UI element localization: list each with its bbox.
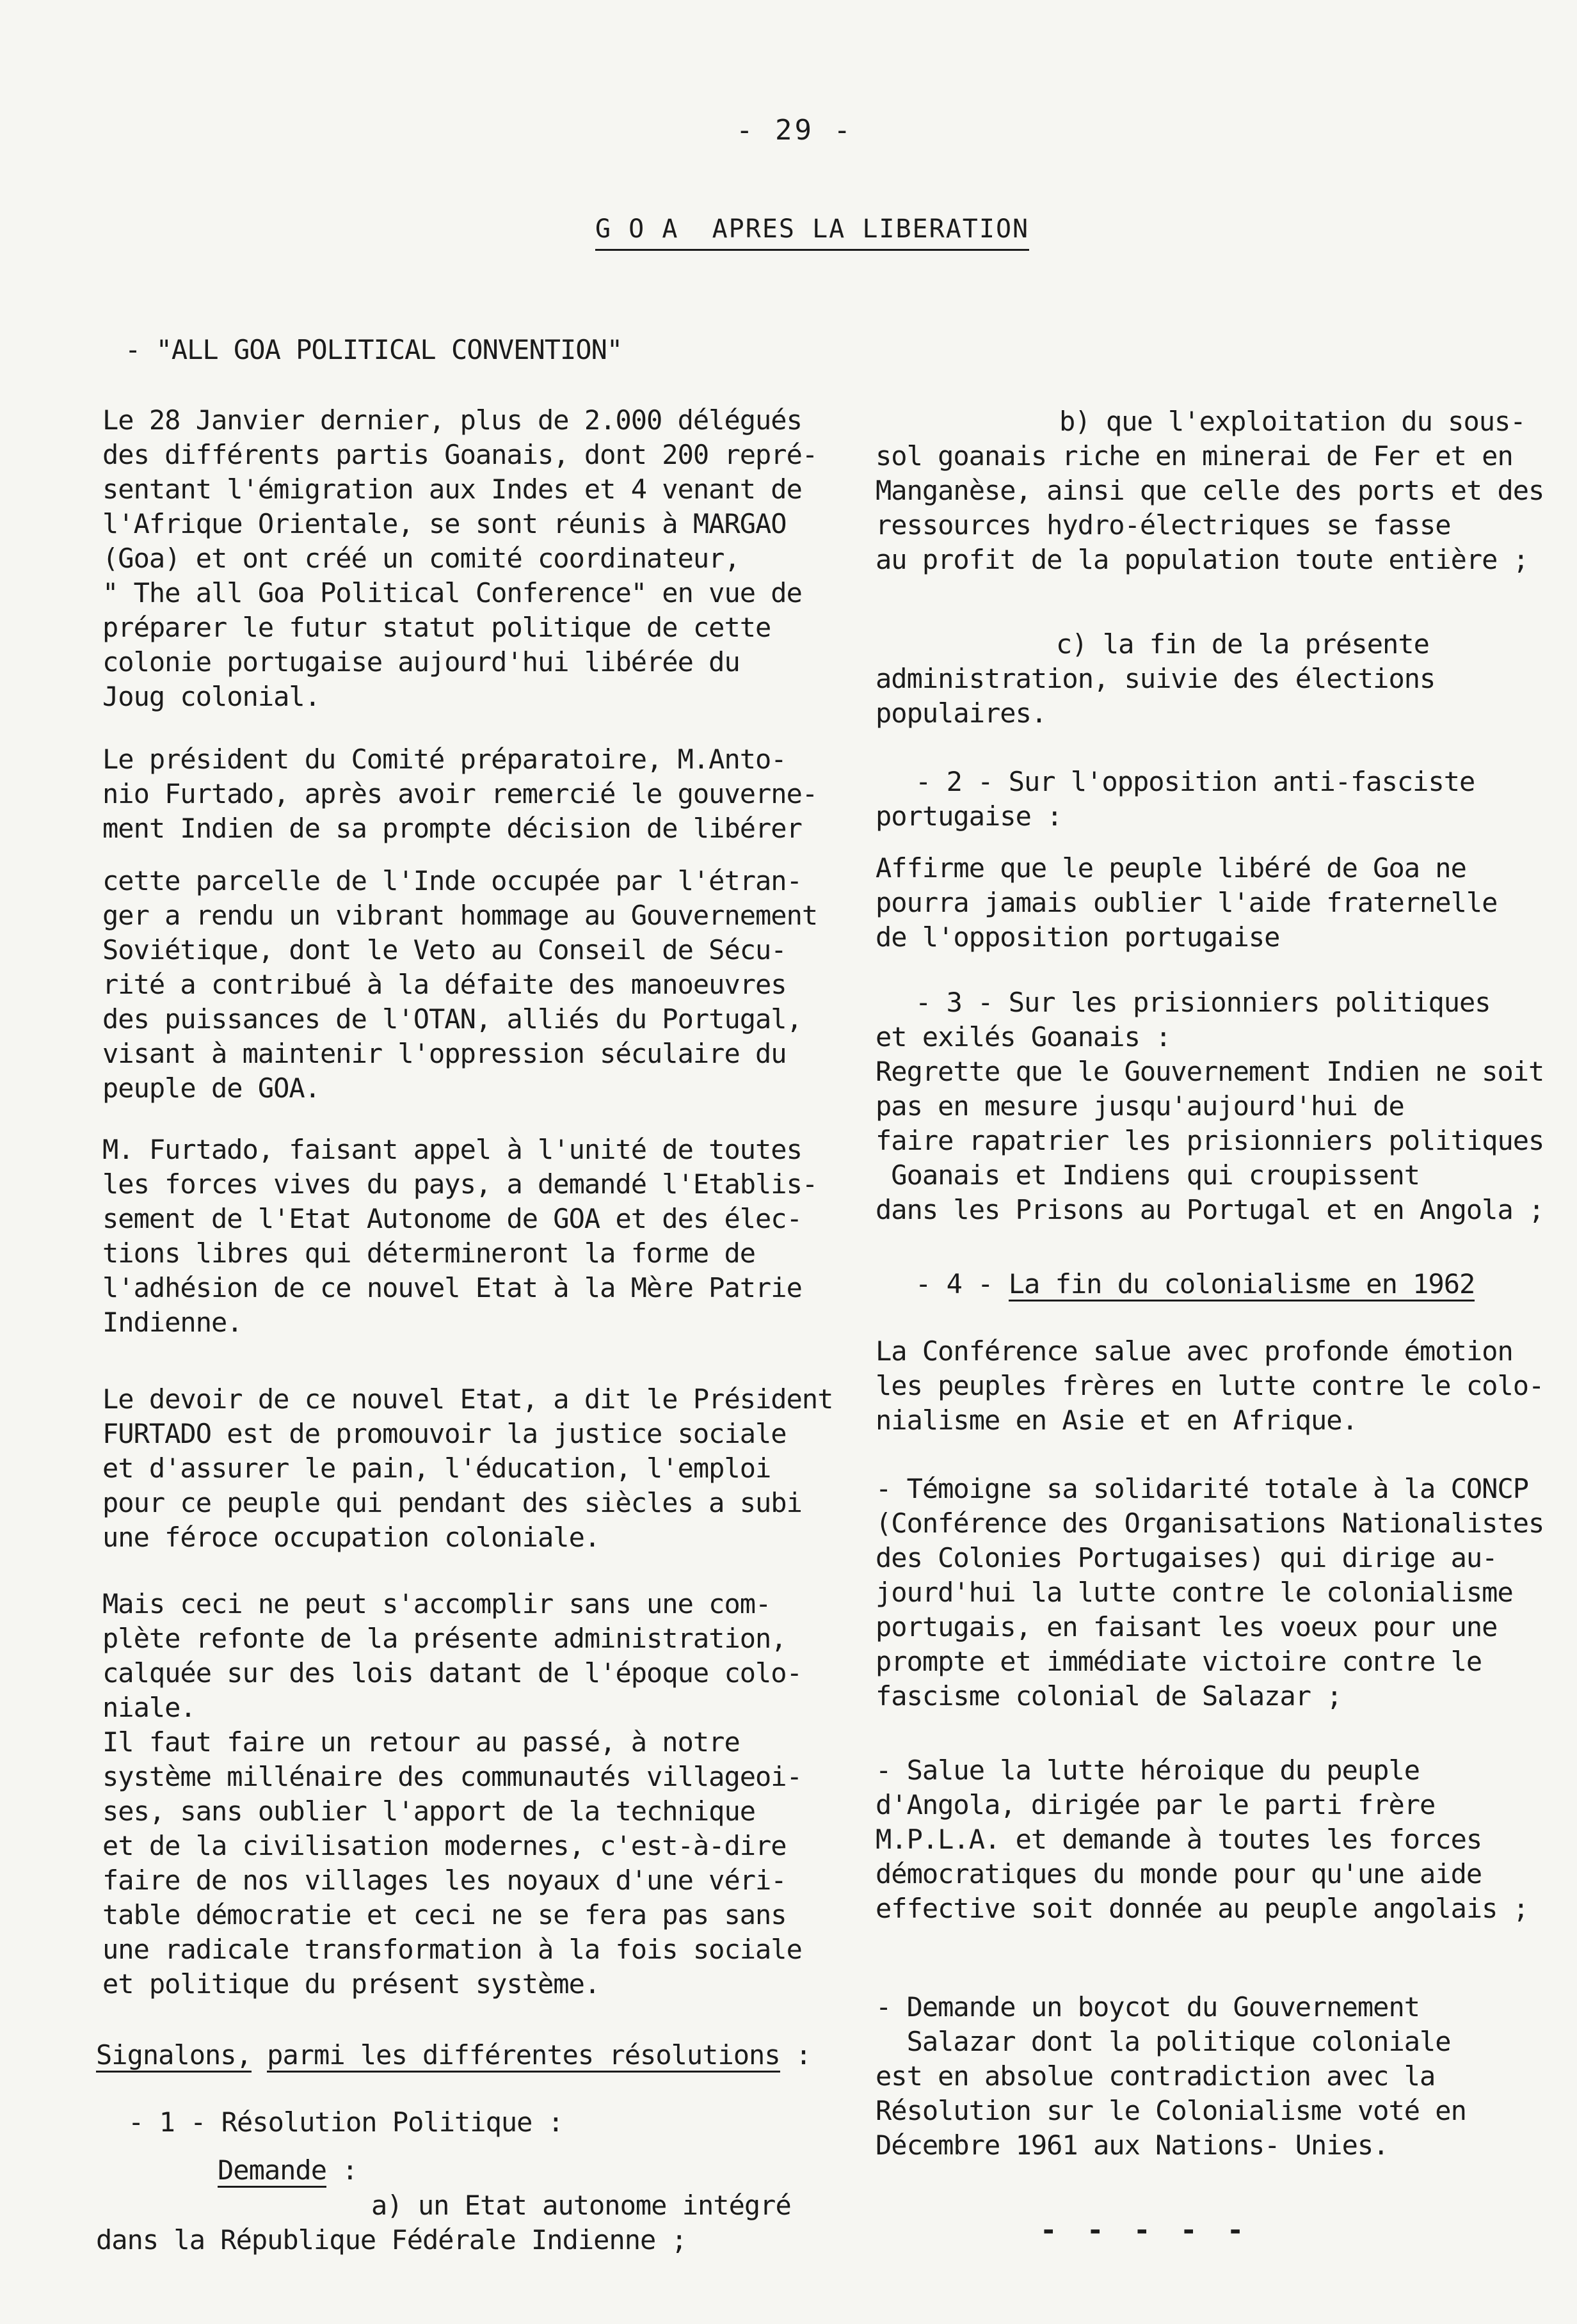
text-line: populaires. xyxy=(876,697,1047,729)
text-line: visant à maintenir l'oppression séculaire du xyxy=(102,1038,787,1069)
text-line: cette parcelle de l'Inde occupée par l'étran- xyxy=(102,865,802,896)
text-line: M. Furtado, faisant appel à l'unité de toutes xyxy=(102,1134,802,1165)
text-line: portugais, en faisant les voeux pour une xyxy=(876,1611,1498,1643)
left-paragraph-2 xyxy=(102,742,817,846)
text-line: Le président du Comité préparatoire, M.Anto- xyxy=(102,744,787,775)
text-line: ment Indien de sa prompte décision de libérer xyxy=(102,813,802,844)
signalons-colon: : xyxy=(780,2039,812,2071)
text-line: faire rapatrier les prisionniers politiques xyxy=(876,1125,1544,1156)
text-line: et de la civilisation modernes, c'est-à-dire xyxy=(102,1830,787,1861)
text-line: - Demande un boycot du Gouvernement xyxy=(876,1991,1420,2023)
boycott-paragraph xyxy=(876,1990,1466,2163)
text-line: sentant l'émigration aux Indes et 4 venant de xyxy=(102,474,802,505)
resolution-2-heading-cont: portugaise : xyxy=(876,800,1062,832)
text-line: Il faut faire un retour au passé, à notre xyxy=(102,1726,740,1758)
text-line: l'Afrique Orientale, se sont réunis à MARGAO xyxy=(102,508,787,539)
text-line: M.P.L.A. et demande à toutes les forces xyxy=(876,1824,1482,1855)
left-paragraph-2b xyxy=(102,864,817,1106)
text-line: démocratiques du monde pour qu'une aide xyxy=(876,1858,1482,1890)
text-line: de l'opposition portugaise xyxy=(876,921,1280,953)
text-line: d'Angola, dirigée par le parti frère xyxy=(876,1789,1436,1820)
text-line: colonie portugaise aujourd'hui libérée du xyxy=(102,646,740,678)
text-line: fascisme colonial de Salazar ; xyxy=(876,1680,1342,1712)
text-line: Manganèse, ainsi que celle des ports et des xyxy=(876,475,1544,506)
text-line: peuple de GOA. xyxy=(102,1072,321,1104)
text-line: Salazar dont la politique coloniale xyxy=(876,2026,1451,2057)
text-line: est en absolue contradiction avec la xyxy=(876,2060,1436,2092)
text-line: sol goanais riche en minerai de Fer et en xyxy=(876,440,1513,472)
text-line: Goanais et Indiens qui croupissent xyxy=(876,1159,1420,1191)
text-line: pas en mesure jusqu'aujourd'hui de xyxy=(876,1090,1404,1122)
text-line: (Goa) et ont créé un comité coordinateur, xyxy=(102,543,740,574)
text-line: au profit de la population toute entière ; xyxy=(876,544,1529,575)
temoigne-paragraph xyxy=(876,1472,1544,1714)
text-line: une radicale transformation à la fois sociale xyxy=(102,1934,802,1965)
resolution-4-heading xyxy=(915,1267,1475,1301)
section-heading: - "ALL GOA POLITICAL CONVENTION" xyxy=(125,334,623,365)
text-line: Mais ceci ne peut s'accomplir sans une com- xyxy=(102,1588,771,1620)
demande-line xyxy=(218,2153,358,2188)
text-line: (Conférence des Organisations Nationalistes xyxy=(876,1508,1544,1539)
item-c xyxy=(876,662,1435,731)
resolution-1-heading: - 1 - Résolution Politique : xyxy=(128,2106,564,2138)
text-line: table démocratie et ceci ne se fera pas sans xyxy=(102,1899,787,1930)
text-line: ger a rendu un vibrant hommage au Gouvernement xyxy=(102,900,818,931)
salue-paragraph xyxy=(876,1753,1528,1926)
text-line: préparer le futur statut politique de cette xyxy=(102,612,771,643)
text-line: Soviétique, dont le Veto au Conseil de Sécu- xyxy=(102,934,787,966)
text-line: " The all Goa Political Conference" en vue de xyxy=(102,577,802,609)
resolution-2-heading: - 2 - Sur l'opposition anti-fasciste xyxy=(915,766,1475,797)
text-line: rité a contribué à la défaite des manoeuvres xyxy=(102,969,787,1000)
text-line: administration, suivie des élections xyxy=(876,663,1436,694)
text-line: plète refonte de la présente administration, xyxy=(102,1623,787,1654)
text-line: prompte et immédiate victoire contre le xyxy=(876,1646,1482,1677)
text-line: Affirme que le peuple libéré de Goa ne xyxy=(876,852,1466,884)
item-a-line-1: a) un Etat autonome intégré xyxy=(371,2190,791,2221)
text-line: les forces vives du pays, a demandé l'Etablis- xyxy=(102,1168,818,1200)
text-line: des puissances de l'OTAN, alliés du Portugal, xyxy=(102,1003,802,1035)
text-line: nio Furtado, après avoir remercié le gouverne- xyxy=(102,778,818,809)
text-line: Le 28 Janvier dernier, plus de 2.000 délégués xyxy=(102,404,802,436)
text-line: pourra jamais oublier l'aide fraternelle xyxy=(876,887,1498,918)
text-line: ressources hydro-électriques se fasse xyxy=(876,509,1451,541)
page-title: G O A APRES LA LIBERATION xyxy=(595,214,1029,251)
text-line: nialisme en Asie et en Afrique. xyxy=(876,1405,1357,1436)
item-b-line-1: b) que l'exploitation du sous- xyxy=(1059,406,1526,437)
text-line: tions libres qui détermineront la forme de xyxy=(102,1238,756,1269)
page-number: - 29 - xyxy=(736,114,853,147)
signalons-line xyxy=(96,2038,811,2073)
text-line: une féroce occupation coloniale. xyxy=(102,1522,600,1553)
text-line: système millénaire des communautés villageoi- xyxy=(102,1761,802,1792)
text-line: La Conférence salue avec profonde émotion xyxy=(876,1335,1513,1367)
resolution-4-text xyxy=(876,1334,1544,1438)
text-line: dans les Prisons au Portugal et en Angola ; xyxy=(876,1194,1544,1225)
text-line: l'adhésion de ce nouvel Etat à la Mère Patrie xyxy=(102,1272,802,1303)
text-line: et d'assurer le pain, l'éducation, l'emploi xyxy=(102,1452,771,1484)
text-line: faire de nos villages les noyaux d'une véri- xyxy=(102,1865,787,1896)
text-line: pour ce peuple qui pendant des siècles a subi xyxy=(102,1487,802,1518)
item-b xyxy=(876,439,1544,577)
text-line: ses, sans oublier l'apport de la technique xyxy=(102,1795,756,1827)
text-line: des différents partis Goanais, dont 200 repré- xyxy=(102,439,818,470)
text-line: sement de l'Etat Autonome de GOA et des élec- xyxy=(102,1203,802,1234)
closing-dashes: - - - - - xyxy=(1040,2214,1251,2247)
text-line: Résolution sur le Colonialisme voté en xyxy=(876,2095,1466,2126)
text-line: calquée sur des lois datant de l'époque colo- xyxy=(102,1657,802,1689)
demande-label: Demande xyxy=(218,2154,326,2188)
text-line: Le devoir de ce nouvel Etat, a dit le Président xyxy=(102,1383,833,1415)
text-line: effective soit donnée au peuple angolais ; xyxy=(876,1893,1529,1924)
text-line: Décembre 1961 aux Nations- Unies. xyxy=(876,2129,1389,2161)
text-line: Joug colonial. xyxy=(102,681,321,712)
text-line: des Colonies Portugaises) qui dirige au- xyxy=(876,1542,1498,1573)
text-line: jourd'hui la lutte contre le colonialisme xyxy=(876,1577,1513,1608)
resolution-3-text xyxy=(876,1055,1544,1227)
demande-colon: : xyxy=(326,2154,358,2186)
text-line: Regrette que le Gouvernement Indien ne soit xyxy=(876,1056,1544,1087)
text-line: - Témoigne sa solidarité totale à la CONCP xyxy=(876,1473,1529,1504)
text-line: Indienne. xyxy=(102,1307,243,1338)
left-paragraph-3 xyxy=(102,1133,817,1340)
text-line: les peuples frères en lutte contre le colo- xyxy=(876,1370,1544,1401)
text-line: - Salue la lutte héroique du peuple xyxy=(876,1755,1420,1786)
text-line: et politique du présent système. xyxy=(102,1968,600,2000)
item-c-line-1: c) la fin de la présente xyxy=(1056,628,1429,660)
signalons-phrase: parmi les différentes résolutions xyxy=(267,2039,780,2073)
left-paragraph-5 xyxy=(102,1587,802,2002)
left-paragraph-1 xyxy=(102,403,817,714)
resolution-2-text xyxy=(876,851,1497,955)
resolution-3-heading-cont: et exilés Goanais : xyxy=(876,1021,1171,1053)
resolution-3-heading: - 3 - Sur les prisionniers politiques xyxy=(915,987,1491,1018)
resolution-4-prefix: - 4 - xyxy=(915,1268,1009,1300)
signalons-word: Signalons, xyxy=(96,2039,252,2073)
text-line: niale. xyxy=(102,1692,196,1723)
resolution-4-title: La fin du colonialisme en 1962 xyxy=(1009,1268,1475,1301)
item-a-line-2: dans la République Fédérale Indienne ; xyxy=(96,2224,687,2256)
text-line: FURTADO est de promouvoir la justice sociale xyxy=(102,1418,787,1449)
left-paragraph-4 xyxy=(102,1382,833,1555)
